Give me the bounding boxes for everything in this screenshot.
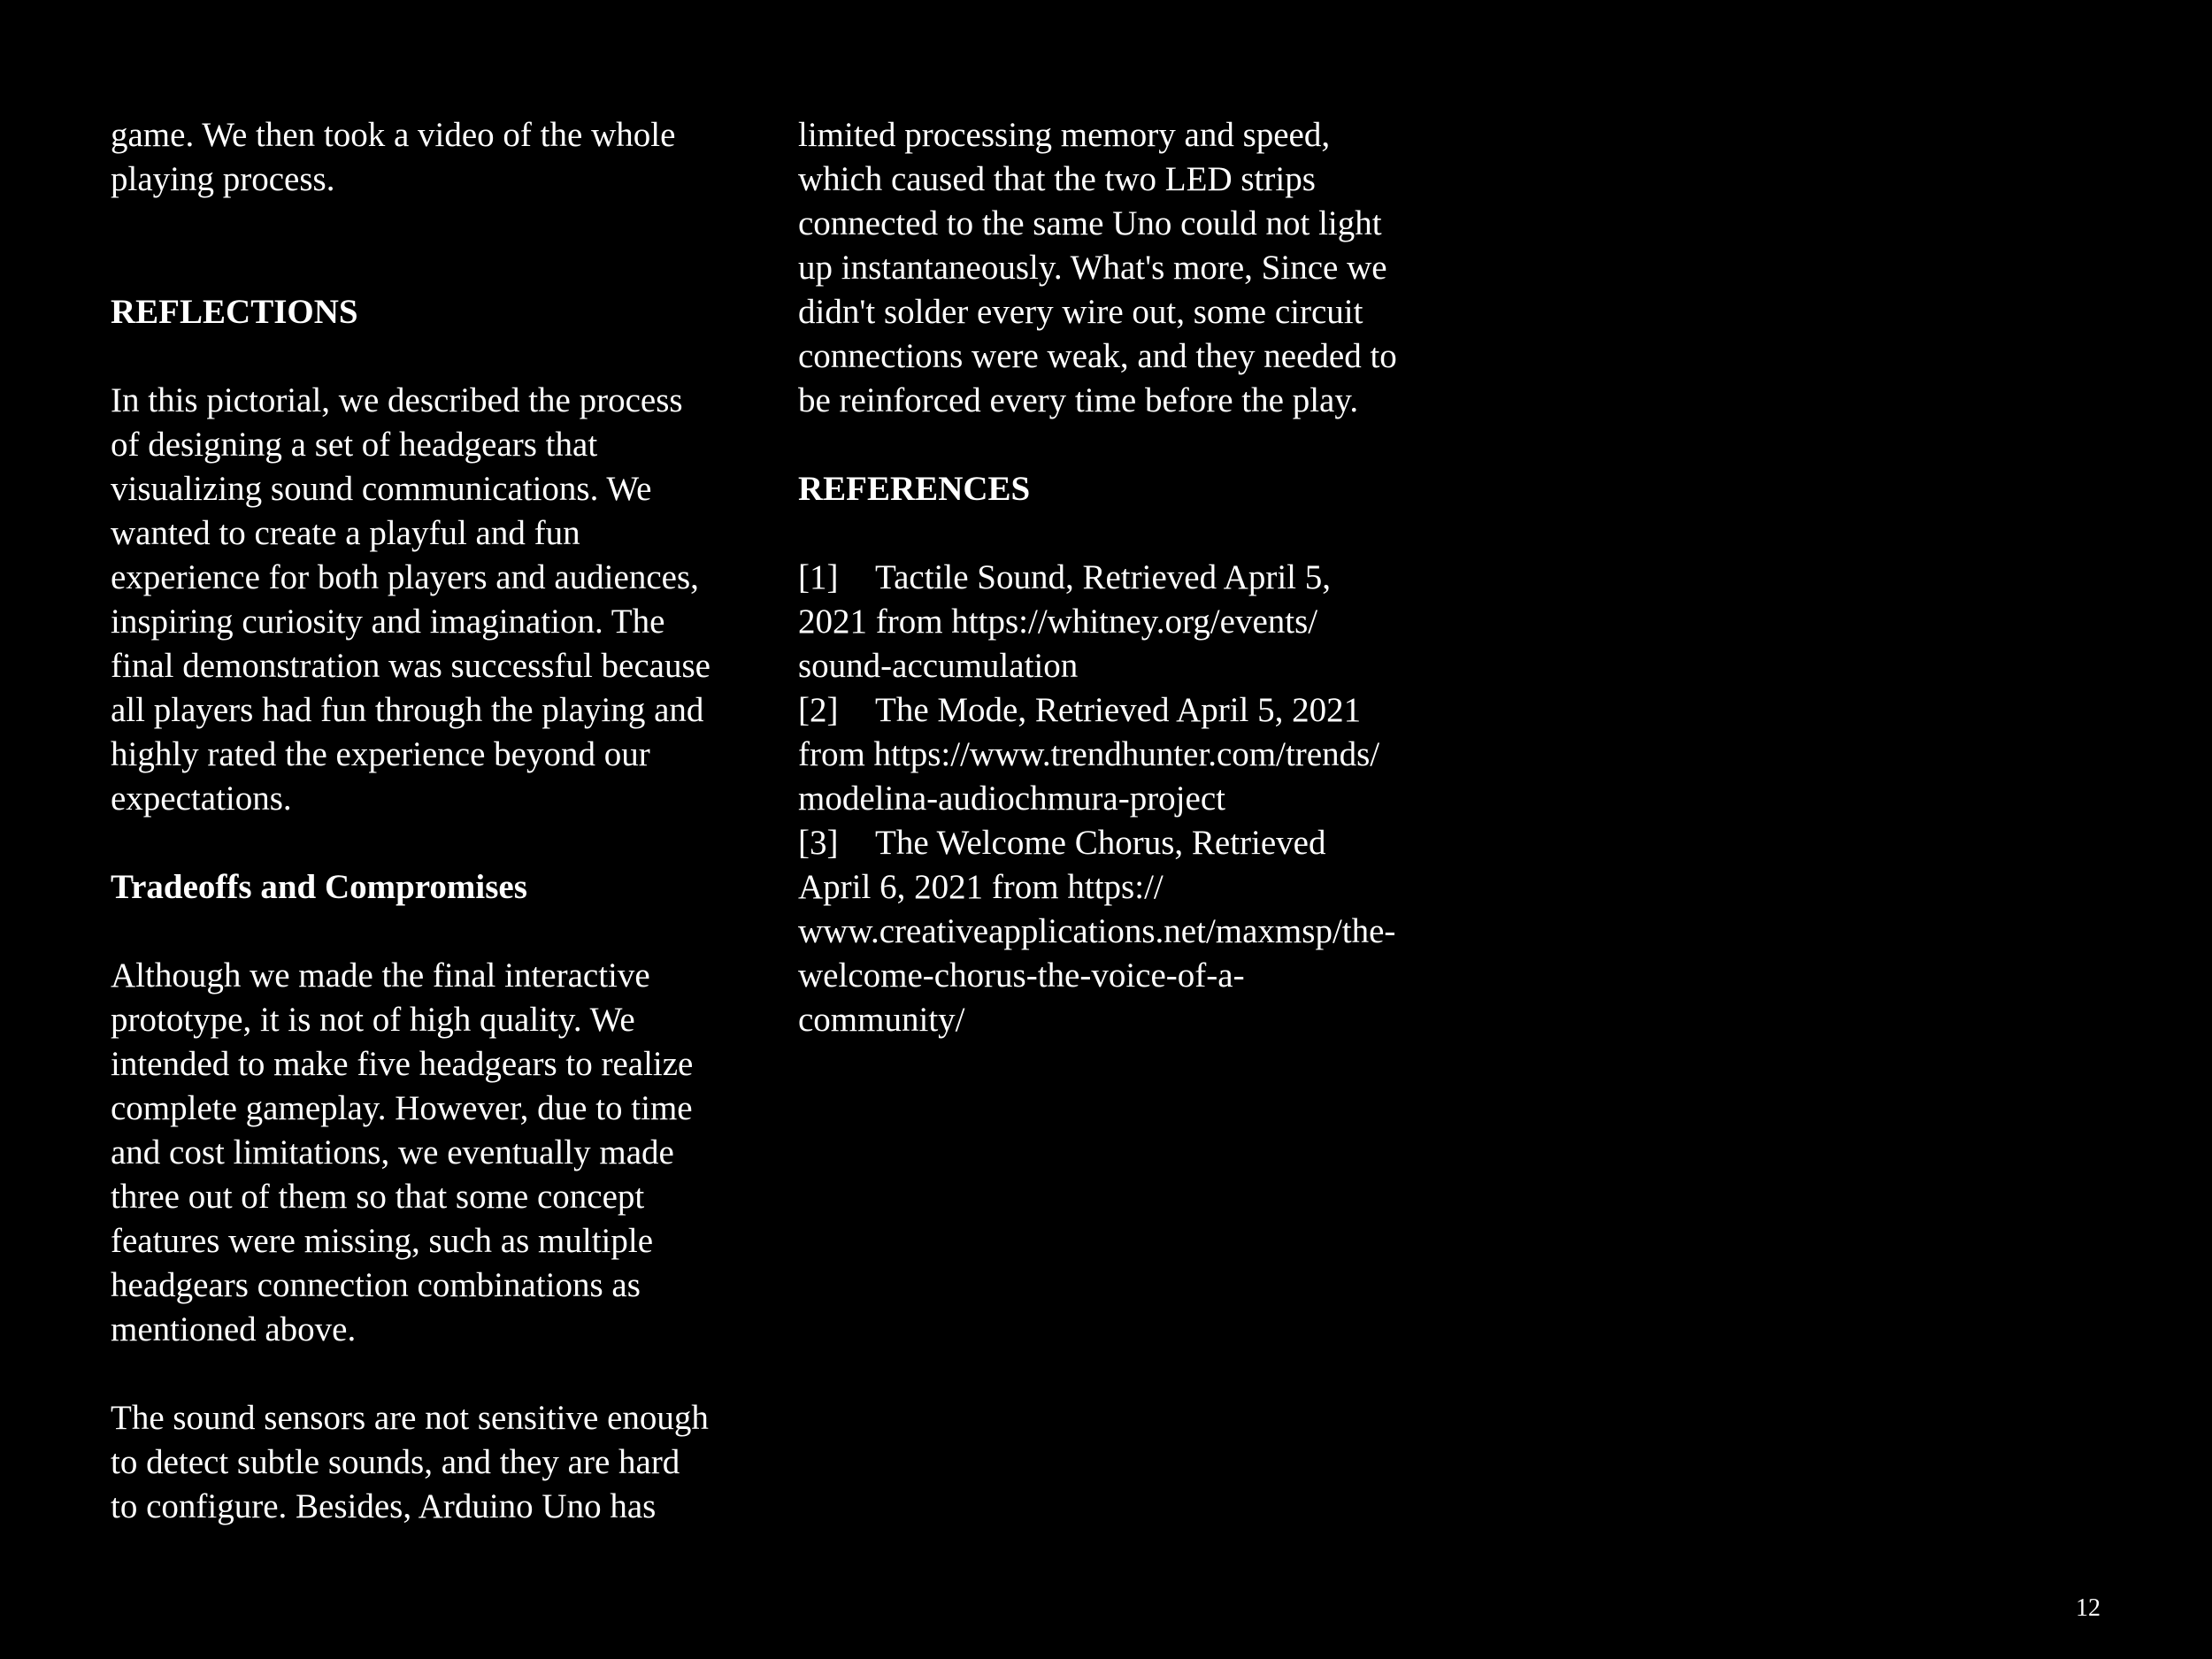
- reference-text: The Mode, Retrieved April 5, 2021: [875, 691, 1362, 729]
- continued-line: connections were weak, and they needed to: [798, 337, 1397, 375]
- sensors-line: The sound sensors are not sensitive enough: [111, 1399, 709, 1437]
- continued-line: be reinforced every time before the play.: [798, 381, 1359, 419]
- continued-line: which caused that the two LED strips: [798, 160, 1316, 198]
- tradeoffs-line: features were missing, such as multiple: [111, 1222, 654, 1260]
- reflections-heading: REFLECTIONS: [111, 293, 358, 331]
- left-column: [111, 113, 748, 1529]
- tradeoffs-line: intended to make five headgears to realize: [111, 1045, 694, 1083]
- reference-text: modelina-audiochmura-project: [798, 780, 1225, 818]
- tradeoffs-line: headgears connection combinations as: [111, 1266, 641, 1304]
- reference-item: [798, 556, 1435, 688]
- reference-text: Tactile Sound, Retrieved April 5,: [875, 558, 1331, 596]
- reflections-line: wanted to create a playful and fun: [111, 514, 580, 552]
- sensors-line: to detect subtle sounds, and they are hard: [111, 1443, 680, 1481]
- page-number: 12: [2076, 1594, 2101, 1622]
- sensors-line: to configure. Besides, Arduino Uno has: [111, 1487, 657, 1525]
- right-column: [798, 113, 1435, 1042]
- reference-number: [2]: [798, 691, 839, 729]
- reference-text: April 6, 2021 from https://: [798, 868, 1164, 906]
- intro-line: game. We then took a video of the whole: [111, 116, 676, 154]
- tradeoffs-line: and cost limitations, we eventually made: [111, 1133, 674, 1171]
- reference-text: www.creativeapplications.net/maxmsp/the-: [798, 912, 1396, 950]
- reflections-line: highly rated the experience beyond our: [111, 735, 650, 773]
- continued-line: didn't solder every wire out, some circuit: [798, 293, 1363, 331]
- reflections-line: all players had fun through the playing and: [111, 691, 704, 729]
- continued-line: connected to the same Uno could not light: [798, 204, 1382, 242]
- reference-number: [1]: [798, 558, 839, 596]
- reflections-line: visualizing sound communications. We: [111, 470, 652, 508]
- tradeoffs-line: complete gameplay. However, due to time: [111, 1089, 693, 1127]
- reference-text: The Welcome Chorus, Retrieved: [875, 824, 1326, 862]
- continued-line: limited processing memory and speed,: [798, 116, 1331, 154]
- reflections-line: final demonstration was successful because: [111, 647, 710, 685]
- reference-text: from https://www.trendhunter.com/trends/: [798, 735, 1380, 773]
- continued-line: up instantaneously. What's more, Since we: [798, 249, 1387, 287]
- reflections-line: In this pictorial, we described the process: [111, 381, 683, 419]
- reflections-line: experience for both players and audiences,: [111, 558, 699, 596]
- tradeoffs-line: three out of them so that some concept: [111, 1178, 645, 1216]
- tradeoffs-line: prototype, it is not of high quality. We: [111, 1001, 635, 1039]
- tradeoffs-line: mentioned above.: [111, 1310, 357, 1348]
- reference-number: [3]: [798, 824, 839, 862]
- reference-text: welcome-chorus-the-voice-of-a-: [798, 956, 1245, 995]
- reference-text: community/: [798, 1001, 965, 1039]
- reflections-line: of designing a set of headgears that: [111, 426, 598, 464]
- reflections-line: expectations.: [111, 780, 292, 818]
- reference-text: sound-accumulation: [798, 647, 1079, 685]
- reference-item: [798, 821, 1435, 1042]
- references-heading: REFERENCES: [798, 470, 1031, 508]
- tradeoffs-heading: Tradeoffs and Compromises: [111, 868, 527, 906]
- reference-text: 2021 from https://whitney.org/events/: [798, 603, 1318, 641]
- reflections-line: inspiring curiosity and imagination. The: [111, 603, 665, 641]
- intro-line: playing process.: [111, 160, 335, 198]
- reference-item: [798, 688, 1435, 821]
- tradeoffs-line: Although we made the final interactive: [111, 956, 650, 995]
